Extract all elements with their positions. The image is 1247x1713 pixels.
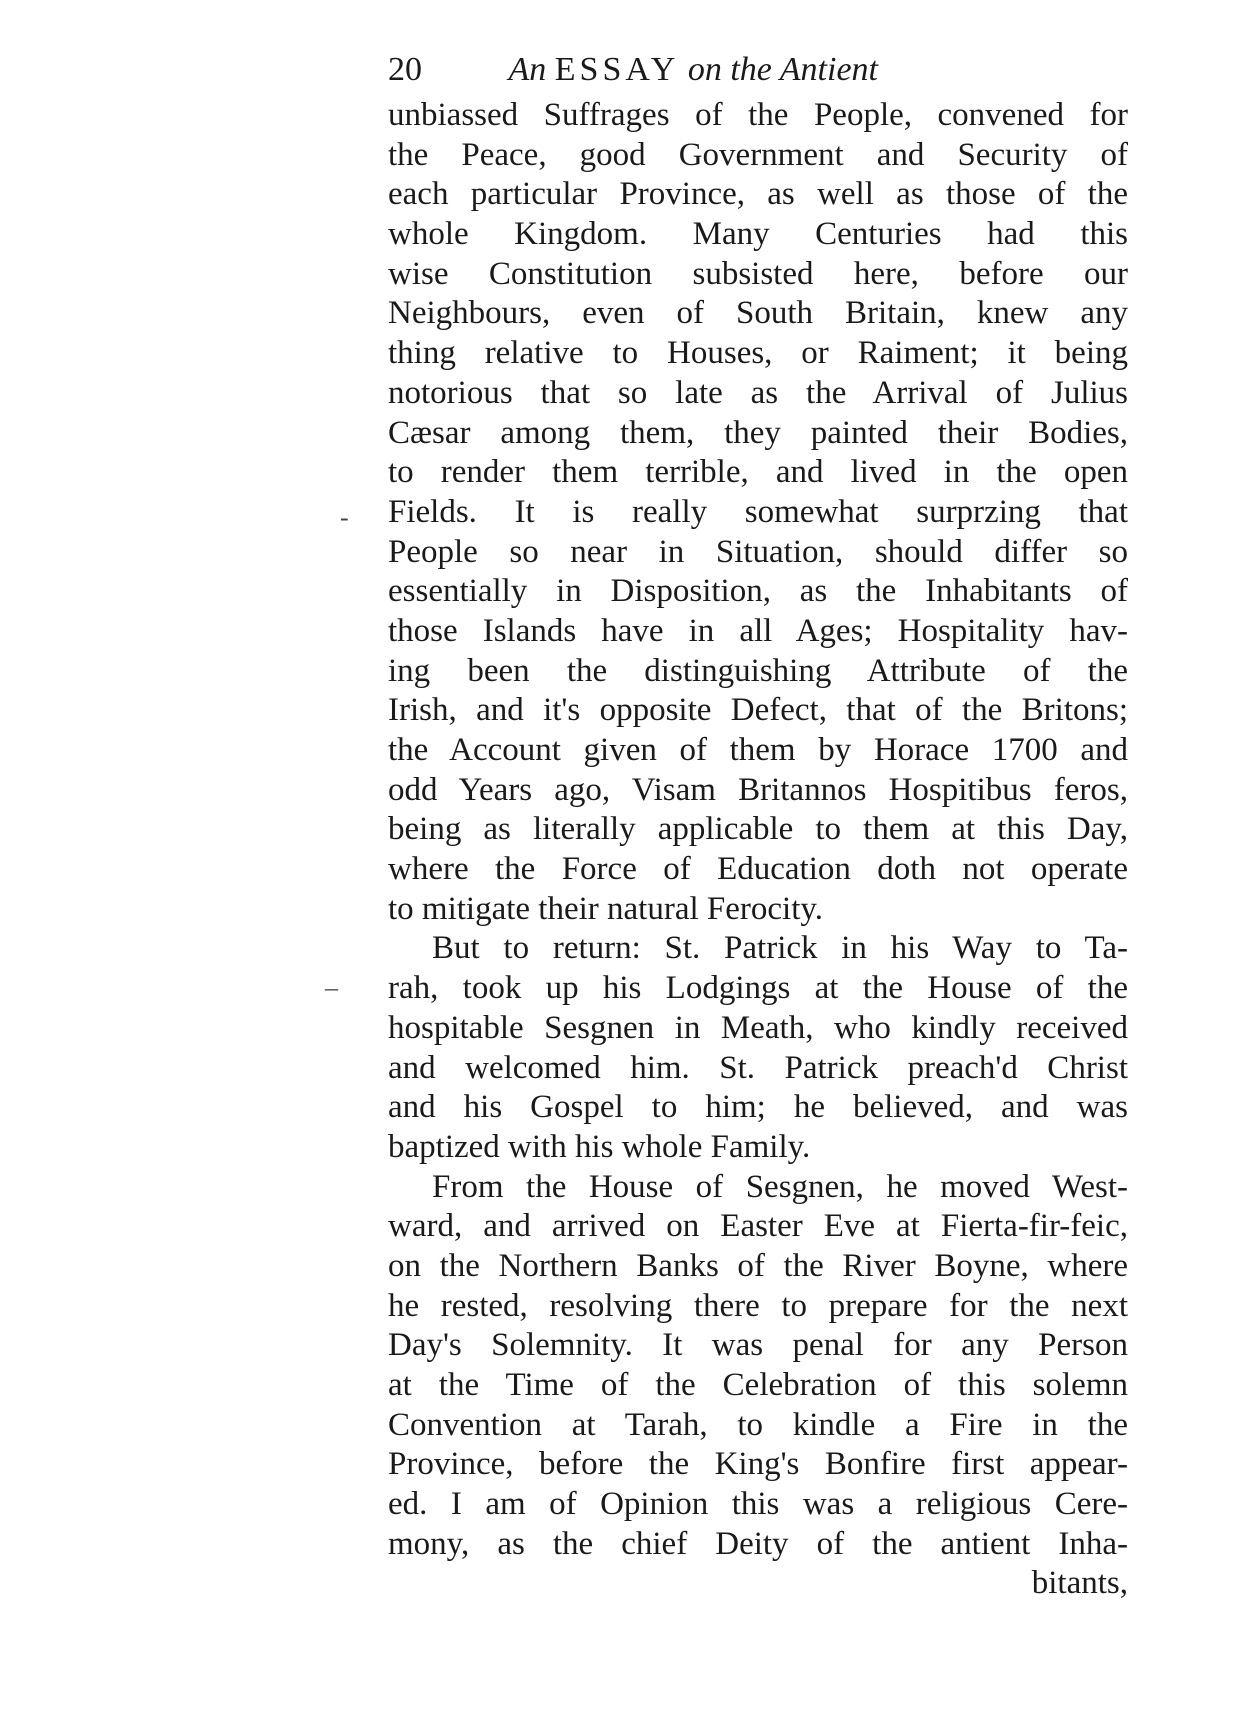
text-line: whole Kingdom. Many Centuries had this (388, 216, 1128, 253)
text-line: But to return: St. Patrick in his Way to Ta- (432, 930, 1128, 967)
text-line: on the Northern Banks of the River Boyne, where (388, 1247, 1128, 1284)
margin-mark-upper: - (340, 503, 349, 532)
text-line: at the Time of the Celebration of this solemn (388, 1367, 1128, 1403)
text-line: notorious that so late as the Arrival of Julius (388, 374, 1128, 411)
body-text (388, 96, 1128, 1604)
text-line: From the House of Sesgnen, he moved West- (432, 1168, 1128, 1205)
text-line: odd Years ago, Visam Britannos Hospitibus feros, (388, 771, 1128, 808)
text-line: rah, took up his Lodgings at the House of the (388, 970, 1128, 1007)
text-line: hospitable Sesgnen in Meath, who kindly received (388, 1009, 1128, 1046)
text-line: Cæsar among them, they painted their Bodies, (388, 414, 1128, 451)
text-line: essentially in Disposition, as the Inhabitants of (388, 573, 1128, 610)
text-line: to render them terrible, and lived in the open (388, 454, 1128, 491)
catchword: bitants, (1031, 1565, 1128, 1602)
text-line: to mitigate their natural Ferocity. (388, 890, 823, 927)
header-title-caps: ESSAY (554, 51, 680, 88)
text-line: mony, as the chief Deity of the antient Inha- (388, 1525, 1128, 1562)
text-line: the Account given of them by Horace 1700 and (388, 732, 1128, 768)
text-line: each particular Province, as well as those of the (388, 176, 1128, 213)
text-line: Irish, and it's opposite Defect, that of the Britons; (388, 692, 1128, 729)
text-line: those Islands have in all Ages; Hospitality hav- (388, 612, 1128, 649)
text-line: thing relative to Houses, or Raiment; it being (388, 335, 1128, 372)
text-line: People so near in Situation, should differ so (388, 533, 1128, 570)
running-header (388, 48, 1128, 92)
text-line: Fields. It is really somewhat surprzing that (388, 493, 1128, 530)
text-line: the Peace, good Government and Security of (388, 136, 1128, 173)
text-line: he rested, resolving there to prepare for the next (388, 1287, 1128, 1324)
text-line: wise Constitution subsisted here, before our (388, 255, 1128, 292)
header-title-prefix: An (508, 51, 547, 88)
text-line: Day's Solemnity. It was penal for any Person (388, 1327, 1128, 1364)
text-line: Province, before the King's Bonfire first appear- (388, 1446, 1128, 1483)
text-line: and his Gospel to him; he believed, and was (388, 1089, 1128, 1126)
page-number: 20 (388, 51, 422, 88)
text-line: ed. I am of Opinion this was a religious Cere- (388, 1486, 1128, 1523)
text-line: Convention at Tarah, to kindle a Fire in the (388, 1406, 1128, 1443)
text-line: baptized with his whole Family. (388, 1128, 811, 1165)
header-title-suffix: on the Antient (687, 51, 878, 88)
margin-mark-lower: – (325, 973, 338, 1002)
text-line: Neighbours, even of South Britain, knew any (388, 295, 1128, 332)
text-line: unbiassed Suffrages of the People, convened for (388, 97, 1128, 133)
text-line: ing been the distinguishing Attribute of the (388, 652, 1128, 689)
text-line: being as literally applicable to them at this Day, (388, 811, 1128, 848)
text-line: ward, and arrived on Easter Eve at Fierta-fir-feic, (388, 1208, 1128, 1245)
text-line: and welcomed him. St. Patrick preach'd Christ (388, 1049, 1128, 1086)
text-line: where the Force of Education doth not operate (388, 851, 1128, 888)
